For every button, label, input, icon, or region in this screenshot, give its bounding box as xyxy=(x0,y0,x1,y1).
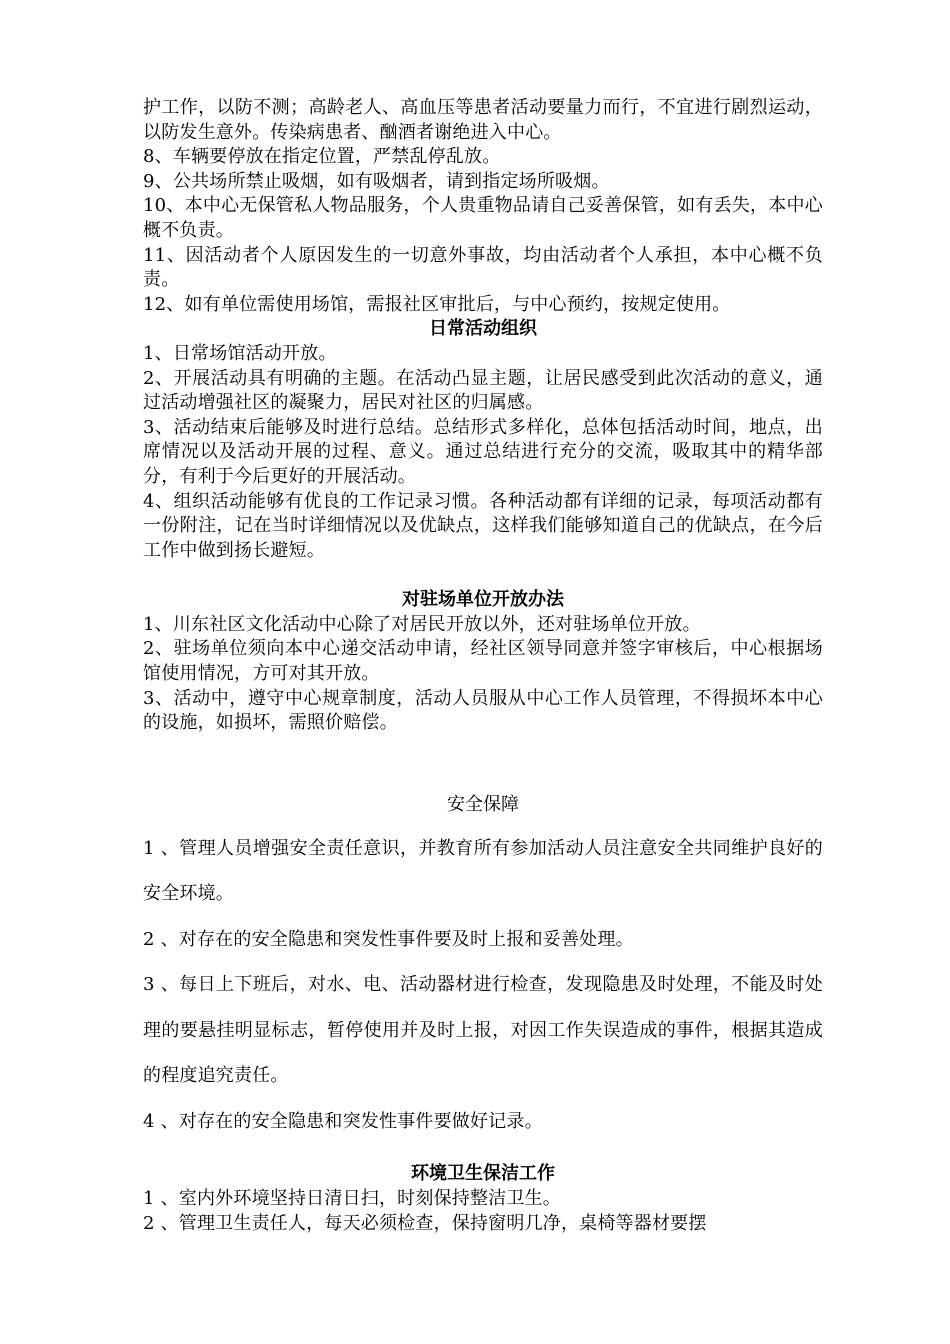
section-heading-daily: 日常活动组织 xyxy=(429,318,537,340)
safety-list xyxy=(143,826,823,1145)
hygiene-list xyxy=(143,1187,823,1236)
list-item: 3、活动结束后能够及时进行总结。总结形式多样化，总体包括活动时间，地点，出席情况以及活动开展的过程、意义。通过总结进行充分的交流，吸取其中的精华部分，有利于今后更好的开展活动。 xyxy=(143,416,823,487)
document-page xyxy=(143,96,823,1236)
list-item: 2、开展活动具有明确的主题。在活动凸显主题，让居民感受到此次活动的意义，通过活动增强社区的凝聚力，居民对社区的归属感。 xyxy=(143,367,823,414)
paragraph: 12、如有单位需使用场馆，需报社区审批后，与中心预约，按规定使用。 xyxy=(143,293,731,315)
section-heading-safety: 安全保障 xyxy=(447,793,519,815)
list-item: 1 、室内外环境坚持日清日扫，时刻保持整洁卫生。 xyxy=(143,1187,561,1209)
paragraph: 9、公共场所禁止吸烟，如有吸烟者，请到指定场所吸烟。 xyxy=(143,170,610,192)
list-item: 3 、每日上下班后，对水、电、活动器材进行检查，发现隐患及时处理，不能及时处理的要悬挂明显标志，暂停使用并及时上报，对因工作失误造成的事件，根据其造成的程度追究责任。 xyxy=(143,974,823,1087)
list-item: 2、驻场单位须向本中心递交活动申请，经社区领导同意并签字审核后，中心根据场馆使用情况，方可对其开放。 xyxy=(143,638,823,685)
list-item: 1、日常场馆活动开放。 xyxy=(143,342,337,364)
paragraph: 8、车辆要停放在指定位置，严禁乱停乱放。 xyxy=(143,146,501,168)
units-open-list xyxy=(143,613,823,736)
list-item: 4、组织活动能够有优良的工作记录习惯。各种活动都有详细的记录，每项活动都有一份附注，记在当时详细情况以及优缺点，这样我们能够知道自己的优缺点，在今后工作中做到扬长避短。 xyxy=(143,490,823,561)
list-item: 2 、管理卫生责任人，每天必须检查，保持窗明几净，桌椅等器材要摆 xyxy=(143,1212,707,1234)
paragraph: 护工作，以防不测；高龄老人、高血压等患者活动要量力而行，不宜进行剧烈运动，以防发生意外。传染病患者、酗酒者谢绝进入中心。 xyxy=(143,97,823,143)
paragraph: 11、因活动者个人原因发生的一切意外事故，均由活动者个人承担，本中心概不负责。 xyxy=(143,244,823,291)
list-item: 1、川东社区文化活动中心除了对居民开放以外，还对驻场单位开放。 xyxy=(143,613,701,635)
section-heading-units: 对驻场单位开放办法 xyxy=(402,589,564,611)
rules-continuation xyxy=(143,96,823,317)
list-item: 3、活动中，遵守中心规章制度，活动人员服从中心工作人员管理，不得损坏本中心的设施，如损坏，需照价赔偿。 xyxy=(143,687,823,734)
spacer xyxy=(143,1144,823,1162)
list-item: 1 、管理人员增强安全责任意识，并教育所有参加活动人员注意安全共同维护良好的安全环境。 xyxy=(143,837,823,905)
spacer xyxy=(143,736,823,790)
list-item: 2 、对存在的安全隐患和突发性事件要及时上报和妥善处理。 xyxy=(143,928,634,950)
spacer xyxy=(143,563,823,588)
section-heading-hygiene: 环境卫生保洁工作 xyxy=(411,1163,555,1185)
paragraph: 10、本中心无保管私人物品服务，个人贵重物品请自己妥善保管，如有丢失，本中心概不负责。 xyxy=(143,195,823,241)
daily-activity-list xyxy=(143,342,823,563)
list-item: 4 、对存在的安全隐患和突发性事件要做好记录。 xyxy=(143,1110,543,1132)
